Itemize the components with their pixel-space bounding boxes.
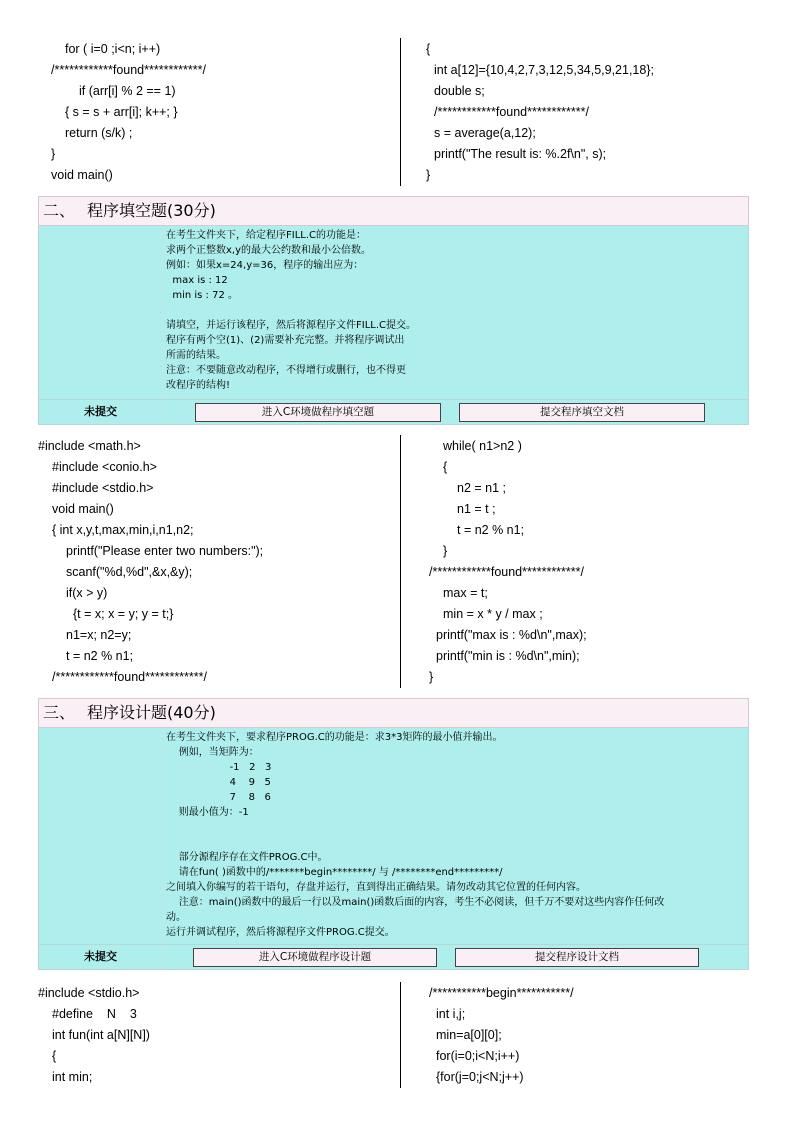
section-header-programming: [38, 698, 749, 728]
code-line: #include <conio.h>: [52, 460, 157, 474]
enter-c-environment-button[interactable]: 进入C环境做程序填空题: [195, 403, 441, 422]
code-line: printf("The result is: %.2f\n", s);: [434, 147, 607, 161]
code-line: }: [429, 670, 434, 684]
code-line: printf("Please enter two numbers:");: [66, 544, 264, 558]
code-line: #define N 3: [52, 1007, 137, 1021]
description-line: 所需的结果。: [166, 350, 226, 361]
code-line: {: [443, 460, 448, 474]
code-line: double s;: [434, 84, 485, 98]
enter-c-environment-button[interactable]: 进入C环境做程序设计题: [193, 948, 437, 967]
code-block-1: [38, 38, 762, 186]
submit-fill-in-button[interactable]: 提交程序填空文档: [459, 403, 705, 422]
code-line: /************found************/: [434, 105, 589, 119]
code-line: {: [426, 42, 431, 56]
description-line: 程序有两个空(1)、(2)需要补充完整。并将程序调试出: [166, 335, 405, 346]
description-line: 求两个正整数x,y的最大公约数和最小公倍数。: [166, 245, 372, 256]
code-line: void main(): [52, 502, 114, 516]
code-line: { s = s + arr[i]; k++; }: [65, 105, 178, 119]
code-line: /************found************/: [429, 565, 584, 579]
description-line: [166, 835, 744, 850]
description-line: 例如，当矩阵为：: [166, 747, 259, 758]
code-line: while( n1>n2 ): [443, 439, 522, 453]
code-line: }: [51, 147, 56, 161]
task-description-text: [166, 228, 744, 393]
code-line: /************found************/: [51, 63, 206, 77]
section-title: 程序填空题(30分): [87, 201, 216, 220]
code-line: n2 = n1 ;: [457, 481, 506, 495]
panel-divider: [162, 728, 163, 944]
task-footer: [38, 399, 749, 425]
code-line: for(i=0;i<N;i++): [436, 1049, 520, 1063]
code-line: }: [443, 544, 448, 558]
code-line: {for(j=0;j<N;j++): [436, 1070, 524, 1084]
description-line: 4 9 5: [166, 777, 271, 788]
code-line: #include <stdio.h>: [38, 986, 140, 1000]
code-line: scanf("%d,%d",&x,&y);: [66, 565, 193, 579]
code-line: n1 = t ;: [457, 502, 496, 516]
code-line: /************found************/: [52, 670, 207, 684]
code-line: return (s/k) ;: [65, 126, 133, 140]
description-line: 请填空，并运行该程序，然后将源程序文件FILL.C提交。: [166, 320, 417, 331]
section-number: 二、: [43, 201, 76, 220]
description-line: 改程序的结构!: [166, 380, 231, 391]
code-line: min = x * y / max ;: [443, 607, 543, 621]
submission-status: 未提交: [84, 405, 117, 418]
description-line: 则最小值为：-1: [166, 807, 249, 818]
description-line: 部分源程序存在文件PROG.C中。: [166, 852, 328, 863]
code-line: #include <math.h>: [38, 439, 141, 453]
code-line: void main(): [51, 168, 113, 182]
code-line: int min;: [52, 1070, 93, 1084]
code-block-2: [38, 435, 762, 688]
code-line: int a[12]={10,4,2,7,3,12,5,34,5,9,21,18};: [434, 63, 654, 77]
description-line: 之间填入你编写的若干语句，存盘并运行，直到得出正确结果。请勿改动其它位置的任何内容。: [166, 882, 586, 893]
description-line: 例如：如果x=24,y=36，程序的输出应为：: [166, 260, 364, 271]
code-line: t = n2 % n1;: [66, 649, 134, 663]
code-line: }: [426, 168, 431, 182]
code-line: {: [52, 1049, 57, 1063]
task-description: [38, 728, 749, 944]
description-line: 在考生文件夹下，要求程序PROG.C的功能是：求3*3矩阵的最小值并输出。: [166, 732, 503, 743]
panel-divider: [162, 945, 163, 969]
description-line: 请在fun( )函数中的/*******begin********/ 与 /********end*********/: [166, 867, 503, 878]
task-description: [38, 226, 749, 399]
code-line: /***********begin***********/: [429, 986, 574, 1000]
task-description-text: [166, 730, 744, 940]
code-line: { int x,y,t,max,min,i,n1,n2;: [52, 523, 194, 537]
code-line: int i,j;: [436, 1007, 466, 1021]
column-divider: [400, 435, 401, 688]
description-line: min is : 72 。: [166, 290, 239, 301]
section-number: 三、: [43, 703, 76, 722]
code-block-3: [38, 982, 762, 1088]
description-line: [166, 303, 744, 318]
code-line: max = t;: [443, 586, 488, 600]
code-line: {t = x; x = y; y = t;}: [73, 607, 174, 621]
submit-programming-button[interactable]: 提交程序设计文档: [455, 948, 699, 967]
code-line: printf("max is : %d\n",max);: [436, 628, 587, 642]
column-divider: [400, 982, 401, 1088]
section-header-fill-in: [38, 196, 749, 226]
description-line: -1 2 3: [166, 762, 272, 773]
submission-status: 未提交: [84, 950, 117, 963]
column-divider: [400, 38, 401, 186]
description-line: 7 8 6: [166, 792, 271, 803]
panel-divider: [162, 226, 163, 399]
code-line: n1=x; n2=y;: [66, 628, 132, 642]
task-footer: [38, 944, 749, 970]
panel-divider: [162, 400, 163, 424]
section-title: 程序设计题(40分): [87, 703, 216, 722]
code-line: #include <stdio.h>: [52, 481, 154, 495]
description-line: [166, 820, 744, 835]
code-line: t = n2 % n1;: [457, 523, 525, 537]
description-line: 运行并调试程序，然后将源程序文件PROG.C提交。: [166, 927, 395, 938]
description-line: 动。: [166, 912, 186, 923]
code-line: if(x > y): [66, 586, 108, 600]
code-line: if (arr[i] % 2 == 1): [79, 84, 176, 98]
code-line: s = average(a,12);: [434, 126, 536, 140]
description-line: 注意：main()函数中的最后一行以及main()函数后面的内容，考生不必阅读，但千万不要对这些内容作任何改: [166, 897, 665, 908]
code-line: int fun(int a[N][N]): [52, 1028, 150, 1042]
description-line: 注意：不要随意改动程序，不得增行或删行，也不得更: [166, 365, 406, 376]
description-line: max is : 12: [166, 275, 228, 286]
code-line: for ( i=0 ;i<n; i++): [65, 42, 161, 56]
code-line: min=a[0][0];: [436, 1028, 502, 1042]
description-line: 在考生文件夹下，给定程序FILL.C的功能是：: [166, 230, 367, 241]
code-line: printf("min is : %d\n",min);: [436, 649, 580, 663]
